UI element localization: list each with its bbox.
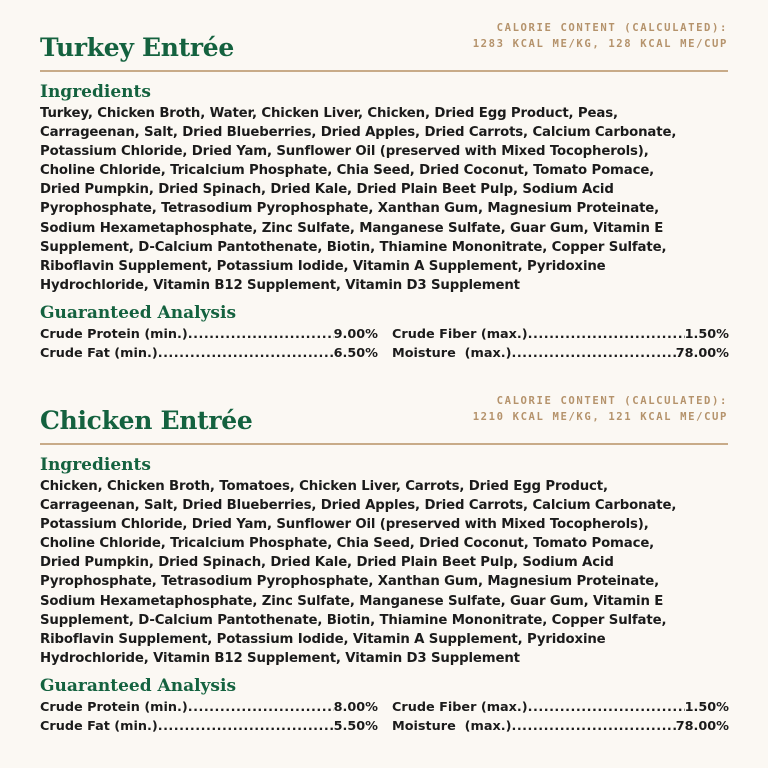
turkey-moisture-label: Moisture (max.) <box>392 345 512 361</box>
chicken-calorie-label: CALORIE CONTENT (CALCULATED): <box>496 395 728 407</box>
chicken-protein-value: 8.00% <box>333 699 378 715</box>
turkey-header <box>40 18 728 70</box>
chicken-fiber-row <box>392 698 729 717</box>
turkey-protein-row <box>40 325 378 344</box>
turkey-calorie-value: 1283 KCAL ME/KG, 128 KCAL ME/CUP <box>472 38 728 50</box>
chicken-ingredients-heading: Ingredients <box>40 455 151 475</box>
chicken-analysis-heading: Guaranteed Analysis <box>40 675 237 696</box>
turkey-section <box>40 18 728 365</box>
turkey-protein-value: 9.00% <box>333 326 378 342</box>
chicken-moisture-label: Moisture (max.) <box>392 718 512 734</box>
turkey-calorie-content <box>473 20 728 52</box>
chicken-calorie-content <box>473 393 728 425</box>
turkey-moisture-value: 78.00% <box>675 345 729 361</box>
chicken-fiber-value: 1.50% <box>684 699 729 715</box>
chicken-header <box>40 391 728 443</box>
chicken-analysis-table <box>40 698 728 738</box>
turkey-analysis-table <box>40 325 728 365</box>
turkey-ingredients-text: Turkey, Chicken Broth, Water, Chicken Liver, Chicken, Dried Egg Product, Peas, Carrageenan, Salt, Dried Blueberries, Dried Apples, Dried Carrots, Calcium Carbonate, Potassium Chloride, Dried Yam, Sunflower Oil (preserved with Mixed Tocopherols), Choline Chloride, Tricalcium Phosphate, Chia Seed, Dried Coconut, Tomato Pomace, Dried Pumpkin, Dried Spinach, Dried Kale, Dried Plain Beet Pulp, Sodium Acid Pyrophosphate, Tetrasodium Pyrophosphate, Xanthan Gum, Magnesium Proteinate, Sodium Hexametaphosphate, Zinc Sulfate, Manganese Sulfate, Guar Gum, Vitamin E Supplement, D-Calcium Pantothenate, Biotin, Thiamine Mononitrate, Copper Sulfate, Riboflavin Supplement, Potassium Iodide, Vitamin A Supplement, Pyridoxine Hydrochloride, Vitamin B12 Supplement, Vitamin D3 Supplement <box>40 106 677 293</box>
turkey-title: Turkey Entrée <box>40 33 234 62</box>
chicken-moisture-row <box>392 717 729 736</box>
chicken-ingredients-text: Chicken, Chicken Broth, Tomatoes, Chicken Liver, Carrots, Dried Egg Product, Carrageenan, Salt, Dried Blueberries, Dried Apples, Dried Carrots, Calcium Carbonate, Potassium Chloride, Dried Yam, Sunflower Oil (preserved with Mixed Tocopherols), Choline Chloride, Tricalcium Phosphate, Chia Seed, Dried Coconut, Tomato Pomace, Dried Pumpkin, Dried Spinach, Dried Kale, Dried Plain Beet Pulp, Sodium Acid Pyrophosphate, Tetrasodium Pyrophosphate, Xanthan Gum, Magnesium Proteinate, Sodium Hexametaphosphate, Zinc Sulfate, Manganese Sulfate, Guar Gum, Vitamin E Supplement, D-Calcium Pantothenate, Biotin, Thiamine Mononitrate, Copper Sulfate, Riboflavin Supplement, Potassium Iodide, Vitamin A Supplement, Pyridoxine Hydrochloride, Vitamin B12 Supplement, Vitamin D3 Supplement <box>40 479 677 666</box>
chicken-protein-row <box>40 698 378 717</box>
turkey-calorie-label: CALORIE CONTENT (CALCULATED): <box>496 22 728 34</box>
turkey-fiber-label: Crude Fiber (max.) <box>392 326 528 342</box>
turkey-fat-label: Crude Fat (min.) <box>40 345 158 361</box>
chicken-moisture-value: 78.00% <box>675 718 729 734</box>
chicken-fat-label: Crude Fat (min.) <box>40 718 158 734</box>
chicken-fat-row <box>40 717 378 736</box>
turkey-fiber-value: 1.50% <box>684 326 729 342</box>
turkey-moisture-row <box>392 344 729 363</box>
turkey-fiber-row <box>392 325 729 344</box>
chicken-title: Chicken Entrée <box>40 406 253 435</box>
chicken-fiber-label: Crude Fiber (max.) <box>392 699 528 715</box>
chicken-protein-label: Crude Protein (min.) <box>40 699 188 715</box>
turkey-divider <box>40 70 728 72</box>
turkey-fat-row <box>40 344 378 363</box>
turkey-fat-value: 6.50% <box>333 345 378 361</box>
chicken-section <box>40 391 728 738</box>
turkey-analysis-heading: Guaranteed Analysis <box>40 302 237 323</box>
chicken-calorie-value: 1210 KCAL ME/KG, 121 KCAL ME/CUP <box>472 411 728 423</box>
chicken-divider <box>40 443 728 445</box>
turkey-ingredients-heading: Ingredients <box>40 82 151 102</box>
turkey-protein-label: Crude Protein (min.) <box>40 326 188 342</box>
chicken-fat-value: 5.50% <box>333 718 378 734</box>
